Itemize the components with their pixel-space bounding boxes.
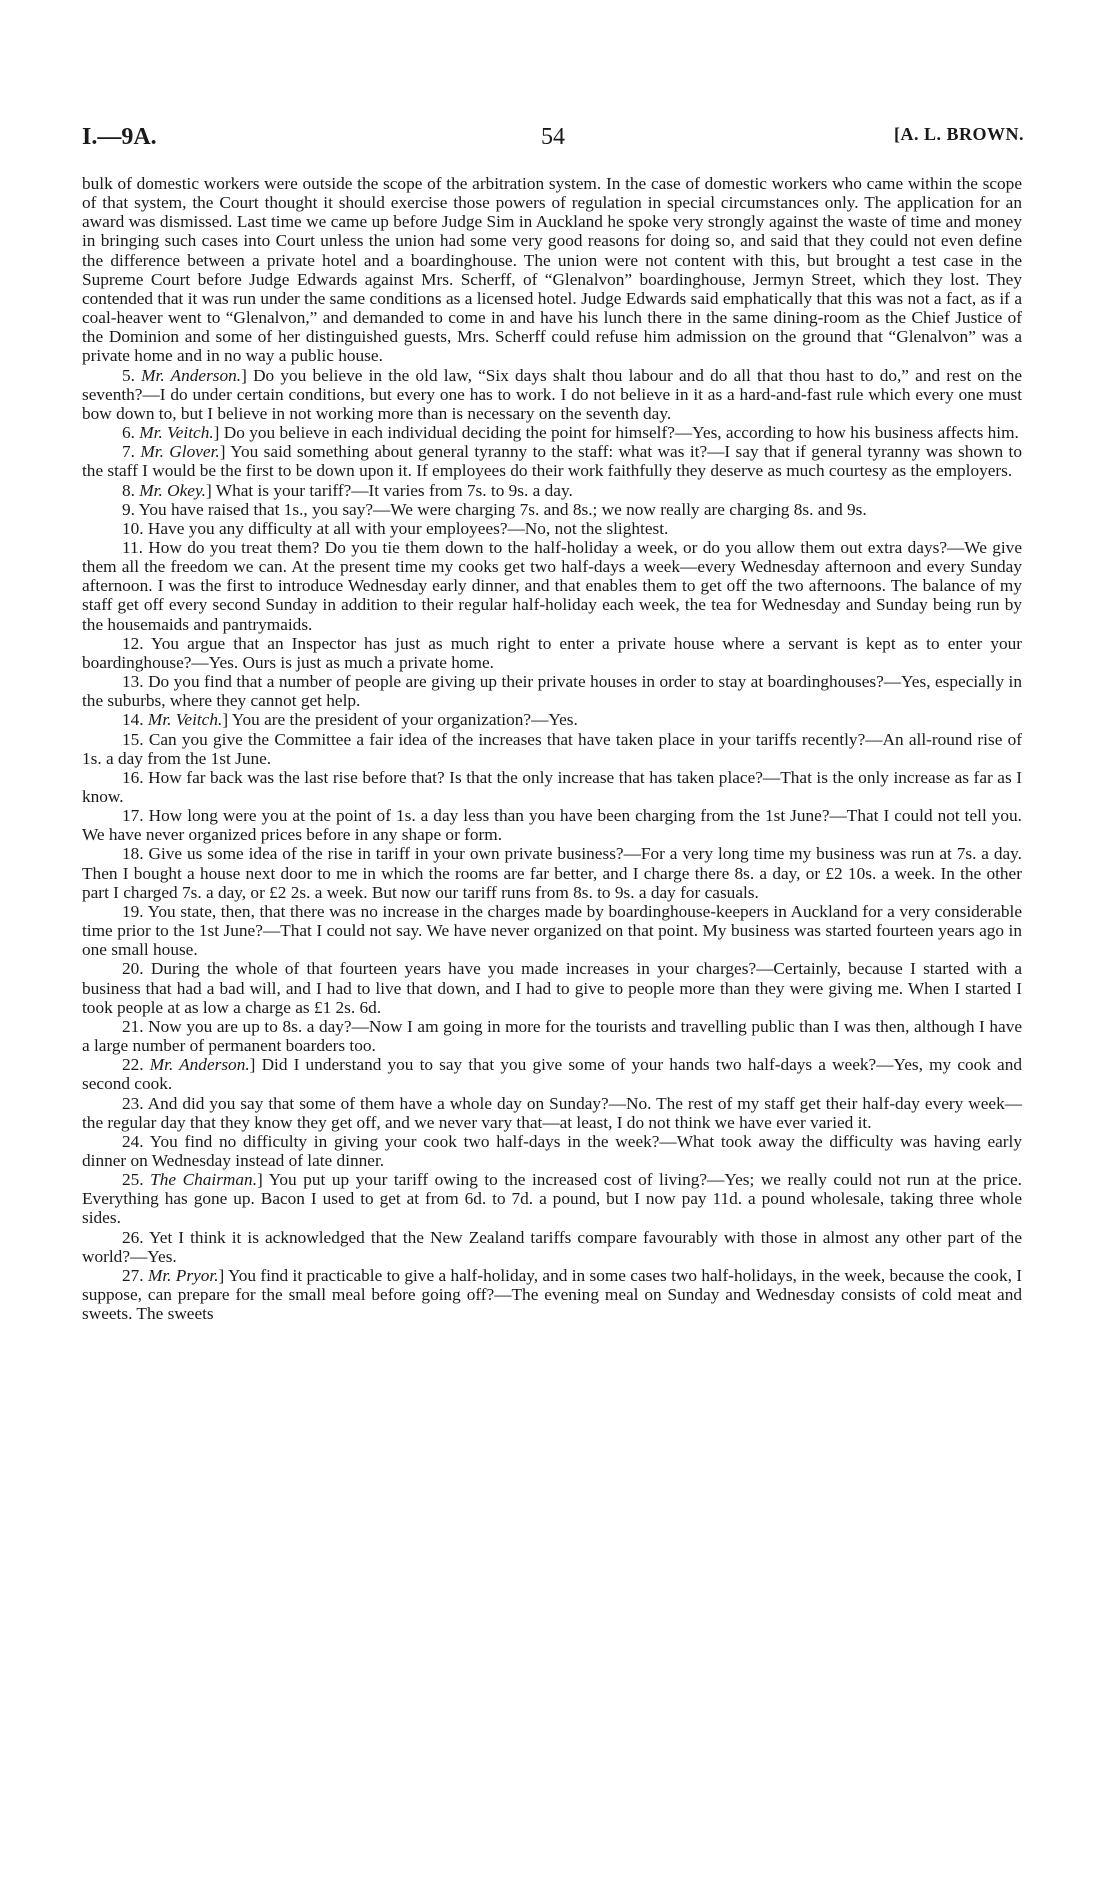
paragraph-text: 26. Yet I think it is acknowledged that the New Zealand tariffs compare favourably with those in almost any other part of the world?—Yes. bbox=[82, 1227, 1022, 1266]
question-number: 27. bbox=[122, 1265, 148, 1285]
paragraph-text: Do you believe in each individual deciding the point for himself?—Yes, according to how his business affects him. bbox=[219, 423, 1019, 443]
paragraph-text: 24. You find no difficulty in giving your cook two half-days in the week?—What took away the difficulty was having early dinner on Wednesday instead of late dinner. bbox=[82, 1131, 1022, 1170]
question-number: 7. bbox=[122, 442, 141, 462]
question-number: 14. bbox=[122, 710, 148, 730]
paragraph: 7. Mr. Glover.] You said something about general tyranny to the staff: what was it?—I say that if general tyranny was shown to the staff I would be the first to be down upon it. If employees do their work faithfully they deserve as much courtesy as the employers. bbox=[82, 442, 1022, 481]
speaker-name: Mr. Pryor. bbox=[147, 1265, 219, 1285]
paragraph-text: 10. Have you any difficulty at all with your employees?—No, not the slightest. bbox=[122, 518, 669, 538]
page-header bbox=[82, 124, 1024, 158]
paragraph: 8. Mr. Okey.] What is your tariff?—It varies from 7s. to 9s. a day. bbox=[122, 480, 573, 500]
paragraph bbox=[82, 806, 1022, 844]
paragraph bbox=[82, 1132, 1022, 1170]
speaker-name: Mr. Okey. bbox=[139, 480, 206, 500]
paragraph: 6. Mr. Veitch.] Do you believe in each individual deciding the point for himself?—Yes, according to how his business affects him. bbox=[122, 423, 1019, 443]
witness-name: [A. L. BROWN. bbox=[893, 124, 1024, 144]
paragraph-text: Do you believe in the old law, “Six days shalt thou labour and do all that thou hast to do,” and rest on the seventh?—I do under certain conditions, but every one has to work. I do not believe in it as a hard-and-fast rule which every one must bow down to, but I believe in not working more than is necessary on the seventh day. bbox=[82, 365, 1023, 423]
paragraph-text: 15. Can you give the Committee a fair idea of the increases that have taken place in your tariffs recently?—An all-round rise of 1s. a day from the 1st June. bbox=[82, 729, 1022, 768]
paragraph: 25. The Chairman.] You put up your tariff owing to the increased cost of living?—Yes; we really could not run at the price. Everything has gone up. Bacon I used to get at from 6d. to 7d. a pound, but I now pay 11d. a pound wholesale, taking three whole sides. bbox=[82, 1170, 1022, 1228]
paragraph-text: bulk of domestic workers were outside the scope of the arbitration system. In the case of domestic workers who came within the scope of that system, the Court thought it should exercise those powers of regulation in special circumstances only. The application for an award was dismissed. Last time we came up before Judge Sim in Auckland he spoke very strongly against the waste of time and money in bringing such cases into Court unless the union had some very good reasons for doing so, and said that they could not even define the difference between a private hotel and a boardinghouse. The union were not content with this, but brought a test case in the Supreme Court before Judge Edwards against Mrs. Scherff, of “Glenalvon” boardinghouse, Jermyn Street, which they lost. They contended that it was run under the same conditions as a licensed hotel. Judge Edwards said emphatically that this was not a fact, as if a coal-heaver went to “Glenalvon,” and demanded to come in and have his lunch there in the same dining-room as the Chief Justice of the Dominion and some of her distinguished guests, Mrs. Scherff could refuse him admission on the ground that “Glenalvon” was a private home and in no way a public house. bbox=[82, 174, 1022, 366]
paragraph-text: 23. And did you say that some of them have a whole day on Sunday?—No. The rest of my staff get their half-day every week—the regular day that they know they get off, and we never vary that—at least, I do not think we have ever varied it. bbox=[82, 1093, 1022, 1132]
speaker-name: Mr. Anderson. bbox=[149, 1055, 250, 1075]
speaker-name: Mr. Veitch. bbox=[147, 710, 223, 730]
question-number: 25. bbox=[122, 1170, 151, 1190]
paragraph-text: You find it practicable to give a half-holiday, and in some cases two half-holidays, in the week, because the cook, I suppose, can prepare for the small meal before going off?—The evening meal on Sunday and Wednesday consists of cold meat and sweets. The sweets bbox=[82, 1265, 1022, 1324]
paragraph bbox=[82, 634, 1022, 672]
speaker-name: Mr. Anderson. bbox=[141, 365, 242, 385]
paragraph bbox=[82, 672, 1022, 710]
paragraph bbox=[82, 730, 1022, 768]
paragraph-text: 17. How long were you at the point of 1s. a day less than you have been charging from the 1st June?—That I could not tell you. We have never organized prices before in any shape or form. bbox=[82, 806, 1022, 845]
paragraph bbox=[82, 538, 1022, 634]
paragraph: 27. Mr. Pryor.] You find it practicable to give a half-holiday, and in some cases two half-holidays, in the week, because the cook, I suppose, can prepare for the small meal before going off?—The evening meal on Sunday and Wednesday consists of cold meat and sweets. The sweets bbox=[82, 1265, 1022, 1324]
paragraph bbox=[82, 1017, 1022, 1055]
question-number: 8. bbox=[122, 480, 140, 500]
paragraph-text: 12. You argue that an Inspector has just as much right to enter a private house where a servant is kept as to enter your boardinghouse?—Yes. Ours is just as much a private home. bbox=[82, 633, 1022, 672]
paragraph-text: You put up your tariff owing to the increased cost of living?—Yes; we really could not run at the price. Everything has gone up. Bacon I used to get at from 6d. to 7d. a pound, but I now pay 11d. a pound wholesale, taking three whole sides. bbox=[82, 1170, 1022, 1228]
paragraph bbox=[82, 500, 1022, 519]
paragraph-text: You are the president of your organization?—Yes. bbox=[228, 710, 578, 730]
transcript-body bbox=[82, 174, 1022, 1323]
paragraph bbox=[82, 844, 1022, 901]
paragraph-text: 13. Do you find that a number of people are giving up their private houses in order to stay at boardinghouses?—Yes, especially in the suburbs, where they cannot get help. bbox=[82, 672, 1022, 711]
paragraph-text: 11. How do you treat them? Do you tie them down to the half-holiday a week, or do you allow them out extra days?—We give them all the freedom we can. At the present time my cooks get two half-days a week—every Wednesday afternoon and every Sunday afternoon. I was the first to introduce Wednesday early dinner, and that enables them to get off the two afternoons. The balance of my staff get off every second Sunday in addition to their regular half-holiday each week, the tea for Wednesday and Sunday being run by the housemaids and pantrymaids. bbox=[82, 537, 1022, 634]
paragraph bbox=[82, 768, 1022, 806]
paragraph-text: What is your tariff?—It varies from 7s. to 9s. a day. bbox=[211, 480, 573, 500]
paragraph-text: 9. You have raised that 1s., you say?—We were charging 7s. and 8s.; we now really are charging 8s. and 9s. bbox=[122, 499, 867, 519]
paragraph bbox=[82, 1228, 1022, 1266]
paragraph bbox=[82, 1094, 1022, 1132]
paragraph: 14. Mr. Veitch.] You are the president of your organization?—Yes. bbox=[122, 710, 578, 730]
paragraph-text: 16. How far back was the last rise before that? Is that the only increase that has taken place?—That is the only increase as far as I know. bbox=[82, 767, 1022, 806]
paragraph bbox=[82, 174, 1022, 366]
paragraph bbox=[82, 519, 1022, 538]
paragraph: 5. Mr. Anderson.] Do you believe in the old law, “Six days shalt thou labour and do all that thou hast to do,” and rest on the seventh?—I do under certain conditions, but every one has to work. I do not believe in it as a hard-and-fast rule which every one must bow down to, but I believe in not working more than is necessary on the seventh day. bbox=[82, 365, 1023, 423]
speaker-name: Mr. Veitch. bbox=[139, 423, 214, 443]
speaker-name: Mr. Glover. bbox=[140, 442, 220, 462]
paragraph-text: Did I understand you to say that you give some of your hands two half-days a week?—Yes, my cook and second cook. bbox=[82, 1055, 1023, 1094]
page-number: 54 bbox=[541, 124, 565, 150]
paragraph-text: 19. You state, then, that there was no increase in the charges made by boardinghouse-keepers in Auckland for a very considerable time prior to the 1st June?—That I could not say. We have never organized on that point. My business was started fourteen years ago in one small house. bbox=[82, 901, 1022, 960]
paragraph bbox=[82, 902, 1022, 959]
paragraph-text: 21. Now you are up to 8s. a day?—Now I am going in more for the tourists and travelling public than I was then, although I have a large number of permanent boarders too. bbox=[82, 1016, 1022, 1056]
paragraph-text: 20. During the whole of that fourteen years have you made increases in your charges?—Certainly, because I started with a business that had a bad will, and I had to live that down, and I had to give to people more than they were giving me. When I started I took people at as low a charge as £1 2s. 6d. bbox=[82, 959, 1022, 1017]
speaker-name: The Chairman. bbox=[150, 1170, 258, 1190]
question-number: 5. bbox=[122, 365, 142, 385]
paragraph-text: You said something about general tyranny to the staff: what was it?—I say that if general tyranny was shown to the staff I would be the first to be down upon it. If employees do their work faithfully they deserve as much courtesy as the employers. bbox=[82, 442, 1022, 481]
question-number: 22. bbox=[122, 1055, 150, 1075]
document-reference: I.—9A. bbox=[82, 124, 157, 150]
question-number: 6. bbox=[122, 423, 140, 443]
paragraph bbox=[82, 959, 1022, 1016]
paragraph-text: 18. Give us some idea of the rise in tariff in your own private business?—For a very long time my business was run at 7s. a day. Then I bought a house next door to me in which the rooms are far better, and I charge there 8s. a day, or £2 10s. a week. In the other part I charged 7s. a day, or £2 2s. a week. But now our tariff runs from 8s. to 9s. a day for casuals. bbox=[82, 844, 1022, 902]
paragraph: 22. Mr. Anderson.] Did I understand you to say that you give some of your hands two half-days a week?—Yes, my cook and second cook. bbox=[82, 1055, 1023, 1094]
